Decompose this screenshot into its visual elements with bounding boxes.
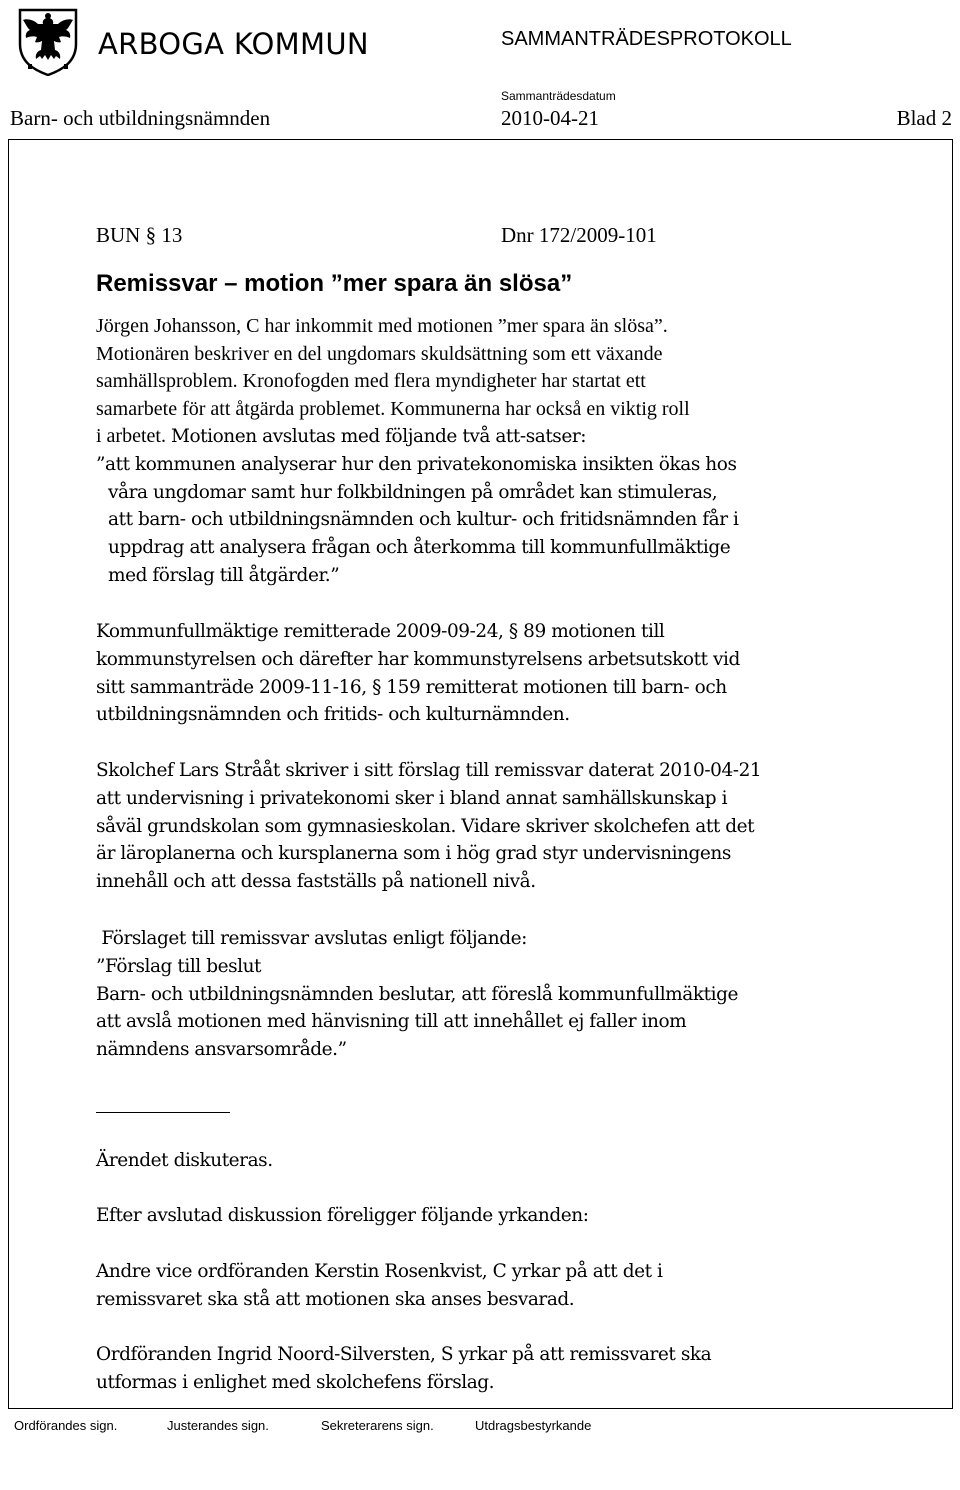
diary-number: Dnr 172/2009-101 [501,223,657,247]
case-title: Remissvar – motion ”mer spara än slösa” [96,270,573,297]
text-line: Motionären beskriver en del ungdomars skuldsättning som ett växande [96,342,663,365]
text-line: sitt sammanträde 2009-11-16, § 159 remitterat motionen till barn- och [96,676,727,698]
text-line: utformas i enlighet med skolchefens förslag. [96,1371,495,1393]
text-line [96,423,856,451]
meeting-date: 2010-04-21 [501,106,599,130]
text-line: nämndens ansvarsområde.” [96,1039,347,1061]
quote-line: våra ungdomar samt hur folkbildningen på området kan stimuleras, [108,481,718,503]
text-line: innehåll och att dessa fastställs på nationell nivå. [96,871,536,893]
motion-noord-silversten [96,1341,856,1397]
paragraph-motion [96,313,856,590]
page-number: Blad 2 [896,106,952,130]
discussion-line: Ärendet diskuteras. [96,1150,273,1171]
quote-line: att barn- och utbildningsnämnden och kultur- och fritidsnämnden får i [108,509,739,531]
text-line: Ordföranden Ingrid Noord-Silversten, S yrkar på att remissvaret ska [96,1344,712,1365]
quote-line: ”att kommunen analyserar hur den privatekonomiska insikten ökas hos [96,453,737,475]
adjuster-signature-label: Justerandes sign. [167,1418,269,1433]
text-line: utbildningsnämnden och fritids- och kulturnämnden. [96,704,570,726]
document-type: SAMMANTRÄDESPROTOKOLL [501,28,792,50]
text-span: i arbetet. [96,425,171,447]
coat-of-arms-logo [18,6,78,76]
text-line: Jörgen Johansson, C har inkommit med motionen ”mer spara än slösa”. [96,315,668,337]
text-line: Kommunfullmäktige remitterade 2009-09-24, § 89 motionen till [96,621,665,642]
text-line: Skolchef Lars Strååt skriver i sitt förslag till remissvar daterat 2010-04-21 [96,760,762,781]
paragraph-school-head [96,757,856,896]
paragraph-proposal [96,925,856,1064]
text-line: remissvaret ska stå att motionen ska anses besvarad. [96,1288,575,1310]
meeting-date-label: Sammanträdesdatum [501,89,616,103]
text-line: samhällsproblem. Kronofogden med flera myndigheter har startat ett [96,370,646,392]
motion-rosenkvist [96,1258,856,1314]
case-number: BUN § 13 [96,223,183,247]
text-line: att avslå motionen med hänvisning till att innehållet ej faller inom [96,1011,687,1033]
motions-intro: Efter avslutad diskussion föreligger följande yrkanden: [96,1205,589,1226]
text-line: Barn- och utbildningsnämnden beslutar, att föreslå kommunfullmäktige [96,983,738,1005]
committee-name: Barn- och utbildningsnämnden [10,106,271,130]
municipality-name: ARBOGA KOMMUN [98,27,369,61]
text-line: att undervisning i privatekonomi sker i bland annat samhällskunskap i [96,787,728,809]
chair-signature-label: Ordförandes sign. [14,1418,118,1433]
text-line: Förslaget till remissvar avslutas enligt följande: [96,928,527,949]
paragraph-referral [96,618,856,729]
text-line: ”Förslag till beslut [96,955,262,977]
quote-line: med förslag till åtgärder.” [108,564,340,586]
quote-line: uppdrag att analysera frågan och återkomma till kommunfullmäktige [108,537,731,559]
text-span: Motionen avslutas med följande två att-satser: [170,426,587,447]
separator-line [96,1112,230,1113]
text-line: Andre vice ordföranden Kerstin Rosenkvist, C yrkar på att det i [96,1261,663,1282]
secretary-signature-label: Sekreterarens sign. [321,1418,434,1433]
text-line: samarbete för att åtgärda problemet. Kommunerna har också en viktig roll [96,397,690,420]
extract-certification-label: Utdragsbestyrkande [475,1418,592,1433]
text-line: är läroplanerna och kursplanerna som i hög grad styr undervisningens [96,843,731,865]
text-line: såväl grundskolan som gymnasieskolan. Vidare skriver skolchefen att det [96,815,755,837]
text-line: kommunstyrelsen och därefter har kommunstyrelsens arbetsutskott vid [96,648,740,670]
